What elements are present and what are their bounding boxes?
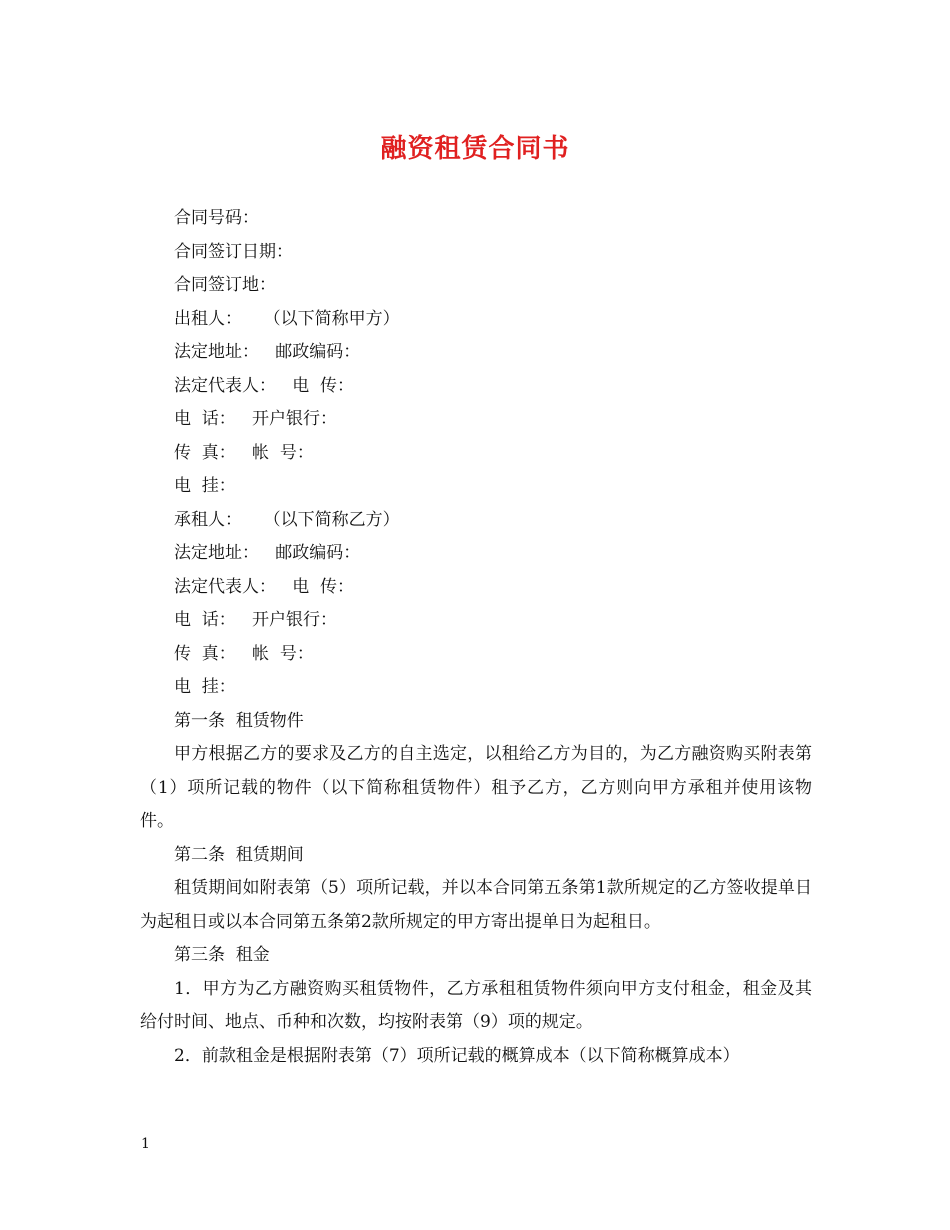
lessor-representative-field: 法定代表人： 电 传： — [174, 375, 355, 396]
article3-item2: 2．前款租金是根据附表第（7）项所记载的概算成本（以下简称概算成本） — [174, 1045, 740, 1066]
lessor-phone-field: 电 话： 开户银行： — [174, 409, 338, 429]
article2-heading: 第二条 租赁期间 — [174, 844, 304, 865]
contract-number-field: 合同号码： — [174, 208, 259, 228]
lessee-field: 承租人： （以下简称乙方） — [174, 509, 400, 530]
signing-place-field: 合同签订地： — [174, 275, 276, 295]
article3-heading: 第三条 租金 — [174, 945, 270, 965]
lessee-address-field: 法定地址： 邮政编码： — [174, 543, 361, 563]
contract-body — [140, 202, 812, 1073]
lessee-fax-field: 传 真： 帐 号： — [174, 643, 314, 664]
page-number: 1 — [141, 1136, 150, 1152]
lessee-cable-field: 电 挂： — [174, 677, 236, 697]
lessor-address-field: 法定地址： 邮政编码： — [174, 342, 361, 362]
signing-date-field: 合同签订日期： — [174, 241, 293, 262]
lessee-representative-field: 法定代表人： 电 传： — [174, 576, 355, 597]
article3-item1: 1．甲方为乙方融资购买租赁物件，乙方承租租赁物件须向甲方支付租金，租金及其给付时间、地点、币种和次数，均按附表第（9）项的规定。 — [140, 978, 812, 1032]
lessor-cable-field: 电 挂： — [174, 476, 236, 496]
lessor-fax-field: 传 真： 帐 号： — [174, 442, 314, 463]
article1-text: 甲方根据乙方的要求及乙方的自主选定，以租给乙方为目的，为乙方融资购买附表第（1）项所记载的物件（以下简称租赁物件）租予乙方，乙方则向甲方承租并使用该物件。 — [140, 744, 812, 831]
article2-text: 租赁期间如附表第（5）项所记载，并以本合同第五条第1款所规定的乙方签收提单日为起租日或以本合同第五条第2款所规定的甲方寄出提单日为起租日。 — [140, 878, 812, 932]
article1-heading: 第一条 租赁物件 — [174, 710, 304, 731]
lessee-phone-field: 电 话： 开户银行： — [174, 610, 338, 630]
lessor-field: 出租人： （以下简称甲方） — [174, 308, 400, 329]
document-title: 融资租赁合同书 — [380, 134, 570, 164]
